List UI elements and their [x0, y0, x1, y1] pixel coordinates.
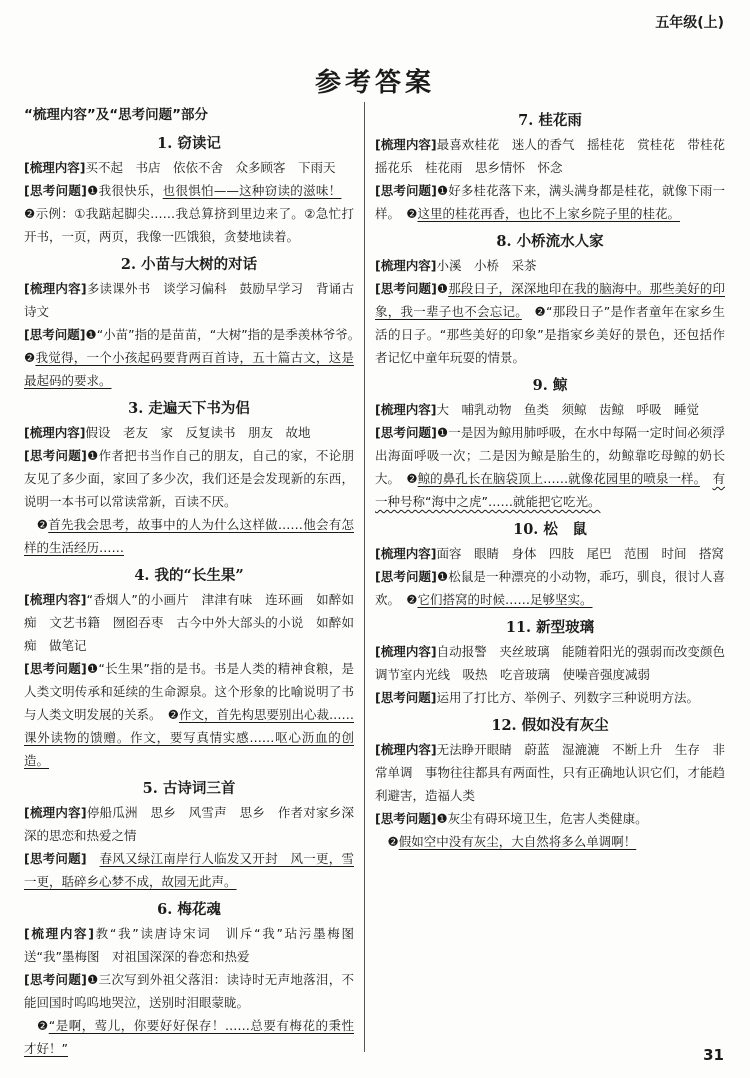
block-text: ❶作者把书当作自己的朋友，自己的家，不论朋友见了多少面，家回了多少次，我们还是会发现新的东西，说明一本书可以常读常新，百读不厌。: [24, 448, 354, 509]
lesson-heading: 11. 新型玻璃: [505, 619, 595, 636]
answer-block: [24, 847, 354, 893]
answer-block: [375, 738, 725, 807]
lesson-9: [375, 374, 725, 513]
block-text: [700, 471, 713, 486]
block-tag: [思考问题]: [24, 972, 87, 987]
answer-block: [24, 657, 354, 772]
block-text: 停船瓜洲 思乡 风雪声 思乡 作者对家乡深深的思恋和热爱之情: [24, 805, 354, 843]
block-tag: [思考问题]: [24, 327, 86, 342]
answer-block: [24, 513, 354, 559]
lesson-6: [24, 898, 367, 1060]
answer-underlined: 鲸的鼻孔长在脑袋顶上……就像花园里的喷泉一样。: [417, 471, 700, 486]
lesson-heading: 9. 鲸: [532, 377, 568, 394]
block-text: ❷: [24, 1018, 49, 1033]
block-text: 教“我”读唐诗宋词 训斥“我”玷污墨梅图 送“我”墨梅图 对祖国深深的眷恋和热爱: [24, 926, 367, 964]
answer-underlined: 作文，首先构思要别出心裁……课外读物的馈赠。作文，要写真情实感……呕心沥血的创造。: [24, 707, 354, 768]
block-tag: [思考问题]: [24, 448, 87, 463]
answer-underlined: 假如空中没有灰尘，大自然将多么单调啊！: [398, 834, 637, 849]
block-text: 最喜欢桂花 迷人的香气 摇桂花 赏桂花 带桂花 摇花乐 桂花雨 思乡情怀 怀念: [375, 137, 738, 175]
block-tag: [思考问题]: [375, 425, 437, 440]
block-text: 买不起 书店 依依不舍 众多顾客 下雨天: [85, 160, 336, 175]
answer-block: [24, 1014, 354, 1060]
block-text: ❶灰尘有碍环境卫生，危害人类健康。: [436, 811, 648, 826]
block-text: ❷示例：①我踮起脚尖……我总算挤到里边来了。②急忙打开书，一页，两页，我像一匹饿狼，贪婪地读着。: [24, 183, 354, 244]
answer-block: [375, 277, 725, 369]
lesson-10: [375, 518, 725, 611]
lesson-11: [375, 616, 738, 709]
lesson-heading: 12. 假如没有灰尘: [491, 717, 609, 734]
block-tag: [梳理内容]: [375, 644, 437, 659]
block-tag: [梳理内容]: [375, 137, 437, 152]
block-tag: [梳理内容]: [375, 258, 437, 273]
block-text: ❶好多桂花落下来，满头满身都是桂花，就像下雨一样。 ❷: [375, 183, 725, 221]
answer-wavy: 有一种号称“海中之虎”……就能把它吃光。: [375, 471, 725, 509]
lesson-7: [375, 109, 738, 225]
block-text: 大 哺乳动物 鱼类 须鲸 齿鲸 呼吸 睡觉: [436, 402, 699, 417]
block-tag: [思考问题]: [24, 183, 87, 198]
answer-block: [24, 968, 354, 1014]
answer-block: [375, 686, 725, 709]
lesson-1: [24, 132, 354, 248]
block-text: ❷: [24, 517, 49, 532]
block-text: ❶一是因为鲸用肺呼吸，在水中每隔一定时间必须浮出海面呼吸一次；二是因为鲸是胎生的，幼鲸靠吃母鲸的奶长大。 ❷: [375, 425, 725, 486]
answer-block: [24, 156, 354, 179]
answer-block: [24, 588, 354, 657]
block-text: ❶松鼠是一种漂亮的小动物，乖巧，驯良，很讨人喜欢。 ❷: [375, 569, 725, 607]
answer-block: [375, 421, 725, 513]
lesson-heading: 1. 窃读记: [157, 135, 221, 152]
lesson-heading: 5. 古诗词三首: [142, 780, 236, 797]
answer-underlined: 这里的桂花再香，也比不上家乡院子里的桂花。: [417, 206, 680, 221]
answer-block: [375, 398, 725, 421]
page-number: 31: [703, 1046, 724, 1064]
block-text: 运用了打比方、举例子、列数字三种说明方法。: [436, 690, 699, 705]
lesson-heading: 7. 桂花雨: [518, 112, 582, 129]
block-tag: [思考问题]: [375, 690, 437, 705]
block-text: 自动报警 夹丝玻璃 能随着阳光的强弱而改变颜色 调节室内光线 吸热 吃音玻璃 使噪音强度减弱: [375, 644, 738, 682]
block-tag: [梳理内容]: [24, 592, 87, 607]
lesson-heading: 4. 我的“长生果”: [134, 567, 244, 584]
answer-block: [375, 830, 725, 853]
answer-underlined: 它们搭窝的时候……足够坚实。: [417, 592, 593, 607]
block-text: “香烟人”的小画片 津津有味 连环画 如醉如痴 文艺书籍 囫囵吞枣 古今中外大部头的小说 如醉如痴 做笔记: [24, 592, 354, 653]
answer-block: [375, 565, 725, 611]
answer-underlined: “是啊，莺儿，你要好好保存！……总要有梅花的秉性才好！”: [24, 1018, 354, 1056]
answer-block: [24, 179, 354, 248]
lesson-heading: 3. 走遍天下书为侣: [128, 400, 250, 417]
answer-underlined: 那段日子，深深地印在我的脑海中。那些美好的印象，我一辈子也不会忘记。: [375, 281, 725, 319]
answer-block: [375, 807, 725, 830]
lesson-5: [24, 777, 354, 893]
block-text: ❷“那段日子”是作者童年在家乡生活的日子。“那些美好的印象”是指家乡美好的景色，还包括作者记忆中童年玩耍的情景。: [375, 304, 725, 365]
lesson-2: [24, 253, 367, 392]
answer-underlined: 我觉得，一个小孩起码要背两百首诗，五十篇古文，这是最起码的要求。: [24, 350, 354, 388]
block-text: 无法睁开眼睛 蔚蓝 湿漉漉 不断上升 生存 非常单调 事物往往都具有两面性，只有正确地认识它们，才能趋利避害，造福人类: [375, 742, 726, 803]
block-text: [87, 851, 100, 866]
page-title: 参考答案: [314, 68, 435, 98]
answer-block: [24, 421, 354, 444]
block-text: 假设 老友 家 反复读书 朋友 故地: [85, 425, 311, 440]
answer-block: [375, 254, 725, 277]
block-tag: [思考问题]: [24, 851, 87, 866]
block-tag: [思考问题]: [375, 281, 437, 296]
block-tag: [梳理内容]: [24, 160, 86, 175]
section-heading: “梳理内容”及“思考问题”部分: [24, 107, 208, 123]
left-column: [24, 104, 367, 1060]
answer-underlined: 行人临发又开封 风一更，雪一更，聒碎乡心梦不成，故园无此声。: [24, 851, 354, 889]
block-tag: [梳理内容]: [24, 425, 86, 440]
block-text: ❶我很快乐，: [86, 183, 163, 198]
answer-block: [375, 542, 725, 565]
grade-label: 五年级(上): [655, 15, 724, 31]
answer-underlined: 春风又绿江南岸: [99, 851, 189, 866]
block-tag: [思考问题]: [24, 661, 87, 676]
lesson-12: [375, 714, 725, 853]
block-tag: [梳理内容]: [375, 402, 437, 417]
lesson-heading: 8. 小桥流水人家: [496, 233, 604, 250]
answer-block: [375, 179, 725, 225]
lesson-heading: 10. 松 鼠: [513, 521, 587, 538]
block-text: ❶“长生果”指的是书。书是人类的精神食粮，是人类文明传承和延续的生命源泉。这个形象的比喻说明了书与人类文明发展的关系。 ❷: [24, 661, 354, 722]
block-text: ❷: [375, 834, 399, 849]
right-column: [375, 104, 738, 853]
block-tag: [梳理内容]: [24, 926, 94, 941]
lesson-3: [24, 397, 354, 559]
block-tag: [梳理内容]: [24, 281, 87, 296]
column-divider: [364, 102, 365, 1052]
block-text: 小溪 小桥 采茶: [436, 258, 537, 273]
answer-underlined: 也很惧怕——这种窃读的滋味！: [162, 183, 342, 198]
block-tag: [梳理内容]: [375, 546, 437, 561]
answer-block: [24, 801, 354, 847]
block-text: ❶: [436, 281, 449, 296]
answer-block: [375, 640, 738, 686]
block-tag: [梳理内容]: [375, 742, 437, 757]
block-text: 面容 眼睛 身体 四肢 尾巴 范围 时间 搭窝: [436, 546, 724, 561]
answer-block: [24, 444, 354, 513]
block-text: ❶三次写到外祖父落泪：读诗时无声地落泪，不能回国时呜呜地哭泣，送别时泪眼蒙眬。: [24, 972, 354, 1010]
answer-underlined: 首先我会思考，故事中的人为什么这样做……他会有怎样的生活经历……: [24, 517, 354, 555]
lesson-8: [375, 230, 725, 369]
lesson-heading: 6. 梅花魂: [157, 901, 221, 918]
block-text: 多读课外书 谈学习偏科 鼓励早学习 背诵古诗文: [24, 281, 354, 319]
block-tag: [思考问题]: [375, 569, 437, 584]
block-tag: [梳理内容]: [24, 805, 87, 820]
lesson-4: [24, 564, 354, 772]
lesson-heading: 2. 小苗与大树的对话: [120, 256, 258, 273]
answer-block: [24, 323, 367, 392]
answer-block: [375, 133, 738, 179]
answer-block: [24, 277, 354, 323]
answer-block: [24, 922, 367, 968]
block-tag: [思考问题]: [375, 183, 437, 198]
block-tag: [思考问题]: [375, 811, 437, 826]
block-text: ❶“小苗”指的是苗苗，“大树”指的是季羡林爷爷。 ❷: [24, 327, 367, 365]
